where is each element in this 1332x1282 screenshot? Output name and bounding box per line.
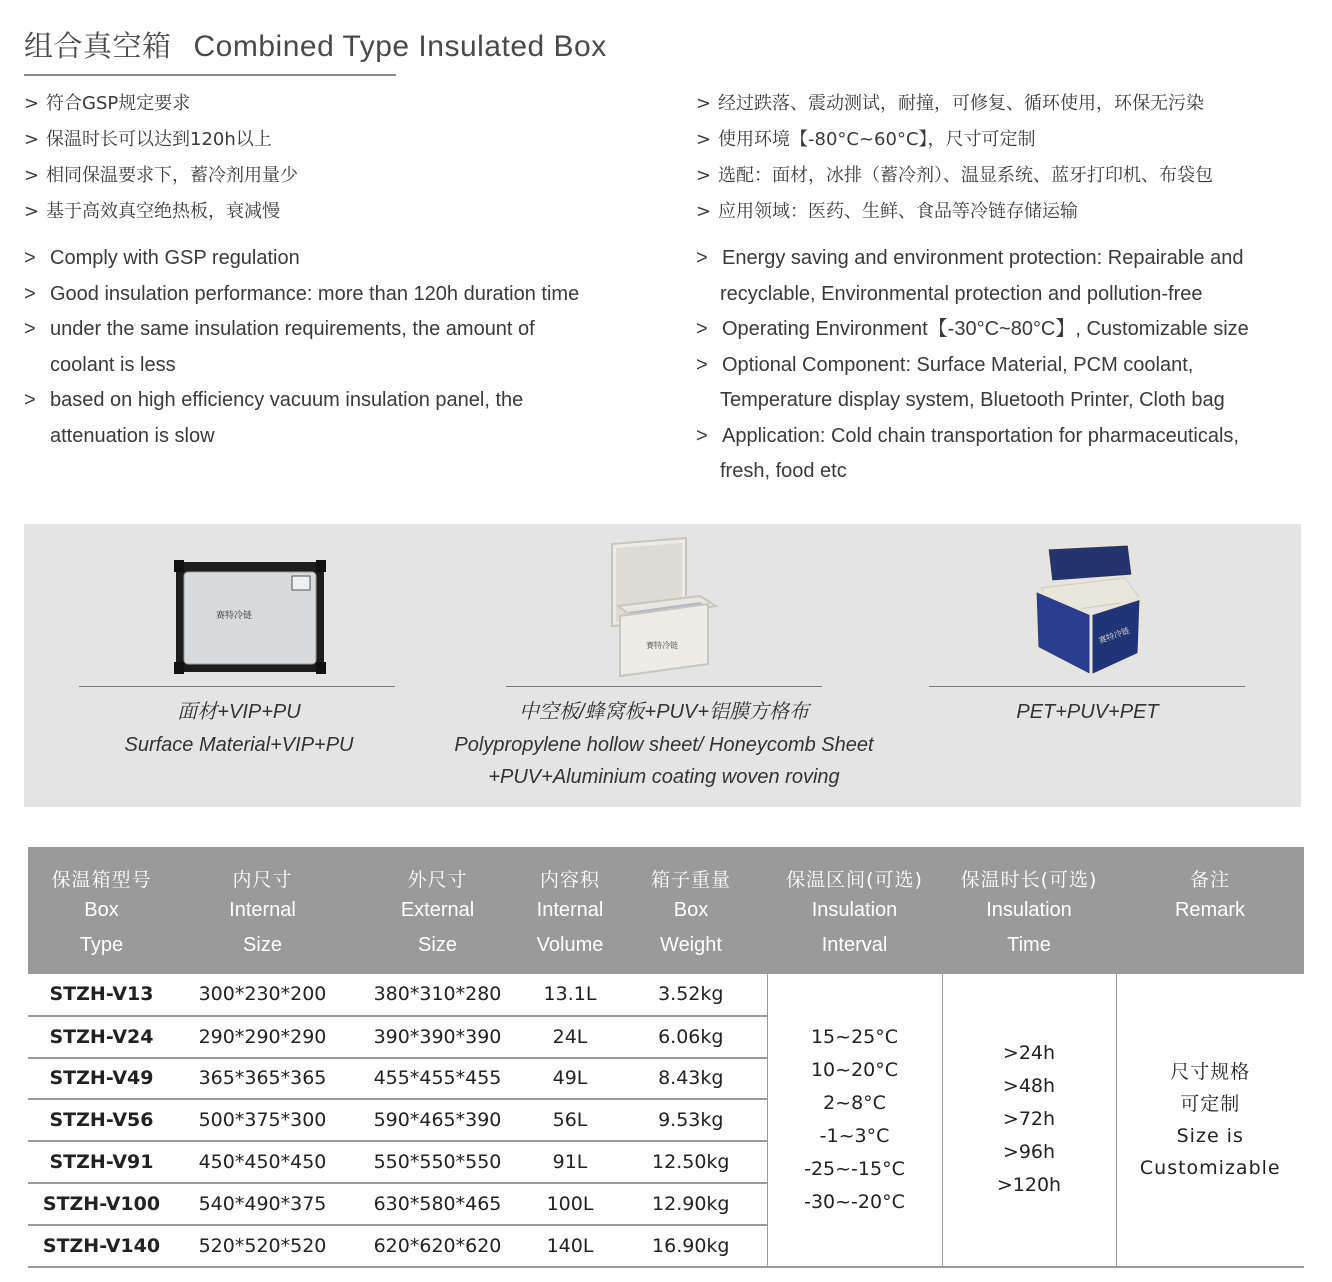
cell-internal: 300*230*200 xyxy=(175,974,350,1016)
feature-item: > Energy saving and environment protection: Repairable and xyxy=(696,247,1244,269)
cell-model: STZH-V24 xyxy=(28,1016,175,1058)
feature-item: > Operating Environment【-30°C~80°C】, Customizable size xyxy=(696,318,1249,340)
cell-volume: 140L xyxy=(525,1225,615,1267)
feature-item: > 符合GSP规定要求 xyxy=(24,93,191,114)
feature-item: > Optional Component: Surface Material, PCM coolant, xyxy=(696,353,1194,376)
cell-volume: 49L xyxy=(525,1058,615,1100)
cell-model: STZH-V49 xyxy=(28,1058,175,1100)
cell-internal: 450*450*450 xyxy=(175,1141,350,1183)
feature-item: > 应用领域：医药、生鲜、食品等冷链存储运输 xyxy=(696,201,1078,222)
features-en-left xyxy=(24,241,579,454)
materials-panel xyxy=(24,524,1301,807)
cell-weight: 16.90kg xyxy=(615,1225,767,1267)
material-divider xyxy=(79,686,395,687)
cell-model: STZH-V91 xyxy=(28,1141,175,1183)
cell-internal: 290*290*290 xyxy=(175,1016,350,1058)
title-underline xyxy=(24,74,396,76)
feature-item: > Good insulation performance: more than 120h duration time xyxy=(24,282,580,305)
feature-item: > 基于高效真空绝热板，衰减慢 xyxy=(24,201,280,222)
cell-internal: 500*375*300 xyxy=(175,1099,350,1141)
feature-item-cont: Temperature display system, Bluetooth Printer, Cloth bag xyxy=(720,389,1225,411)
feature-item: > Application: Cold chain transportation for pharmaceuticals, xyxy=(696,424,1239,447)
feature-item-cont: attenuation is slow xyxy=(50,424,215,447)
cell-weight: 8.43kg xyxy=(615,1058,767,1100)
box-logo: 赛特冷链 xyxy=(1097,625,1131,646)
cell-weight: 12.50kg xyxy=(615,1141,767,1183)
features-cn-right xyxy=(696,86,1213,230)
material-caption: 面材+VIP+PU Surface Material+VIP+PU xyxy=(124,701,354,756)
material-caption: PET+PUV+PET xyxy=(1016,701,1159,723)
cell-weight: 12.90kg xyxy=(615,1183,767,1225)
col-header-remark: 备注 Remark xyxy=(1116,847,1304,974)
col-header-insulation-interval: 保温区间(可选) Insulation Interval xyxy=(767,847,942,974)
feature-item: > 使用环境【-80°C~60°C】，尺寸可定制 xyxy=(696,129,1036,150)
cell-volume: 24L xyxy=(525,1016,615,1058)
material-divider xyxy=(929,686,1245,687)
page-title xyxy=(24,24,607,65)
cell-model: STZH-V13 xyxy=(28,974,175,1016)
col-header-insulation-time: 保温时长(可选) Insulation Time xyxy=(942,847,1116,974)
cell-weight: 6.06kg xyxy=(615,1016,767,1058)
feature-item: > under the same insulation requirements, the amount of xyxy=(24,318,535,340)
cell-external: 455*455*455 xyxy=(350,1058,525,1100)
material-card xyxy=(454,524,874,807)
col-header-external-size: 外尺寸 External Size xyxy=(350,847,525,974)
col-header-box-weight: 箱子重量 Box Weight xyxy=(615,847,767,974)
feature-item: > based on high efficiency vacuum insulation panel, the xyxy=(24,389,524,411)
cell-external: 380*310*280 xyxy=(350,974,525,1016)
col-header-internal-volume: 内容积 Internal Volume xyxy=(525,847,615,974)
cell-model: STZH-V100 xyxy=(28,1183,175,1225)
cell-volume: 91L xyxy=(525,1141,615,1183)
material-divider xyxy=(506,686,822,687)
box-logo: 赛特冷链 xyxy=(215,611,253,621)
feature-item-cont: recyclable, Environmental protection and pollution-free xyxy=(720,282,1203,305)
feature-item-cont: fresh, food etc xyxy=(720,460,847,482)
feature-item: > 经过跌落、震动测试，耐撞，可修复、循环使用，环保无污染 xyxy=(696,93,1204,114)
features-cn-left xyxy=(24,86,298,230)
cell-model: STZH-V140 xyxy=(28,1225,175,1267)
blue-box-image xyxy=(1027,542,1145,678)
cell-insulation-time: >24h >48h >72h >96h >120h xyxy=(942,974,1116,1267)
cell-weight: 3.52kg xyxy=(615,974,767,1016)
cell-model: STZH-V56 xyxy=(28,1099,175,1141)
title-en: Combined Type Insulated Box xyxy=(193,30,607,63)
material-card xyxy=(874,524,1301,807)
feature-item: > Comply with GSP regulation xyxy=(24,247,300,269)
cell-external: 550*550*550 xyxy=(350,1141,525,1183)
cell-volume: 13.1L xyxy=(525,974,615,1016)
spec-table xyxy=(28,847,1304,1268)
col-header-internal-size: 内尺寸 Internal Size xyxy=(175,847,350,974)
features-en-right xyxy=(696,241,1249,490)
box-logo: 赛特冷链 xyxy=(646,641,678,650)
cell-external: 630*580*465 xyxy=(350,1183,525,1225)
title-cn: 组合真空箱 xyxy=(24,29,172,63)
cell-internal: 540*490*375 xyxy=(175,1183,350,1225)
feature-item: > 选配：面材，冰排（蓄冷剂）、温显系统、蓝牙打印机、布袋包 xyxy=(696,165,1213,186)
feature-item: > 相同保温要求下，蓄冷剂用量少 xyxy=(24,165,298,186)
table-header-row xyxy=(28,847,1304,974)
table-row xyxy=(28,974,1304,1016)
cell-external: 590*465*390 xyxy=(350,1099,525,1141)
cell-external: 390*390*390 xyxy=(350,1016,525,1058)
cell-internal: 520*520*520 xyxy=(175,1225,350,1267)
cell-remark: 尺寸规格 可定制 Size is Customizable xyxy=(1116,974,1304,1267)
cell-internal: 365*365*365 xyxy=(175,1058,350,1100)
material-caption: 中空板/蜂窝板+PUV+铝膜方格布 Polypropylene hollow sheet/ Honeycomb Sheet +PUV+Aluminium coating woven roving xyxy=(454,701,874,788)
cell-insulation-interval: 15~25°C 10~20°C 2~8°C -1~3°C -25~-15°C -30~-20°C xyxy=(767,974,942,1267)
black-frame-box-image xyxy=(174,558,326,674)
cell-volume: 100L xyxy=(525,1183,615,1225)
cell-weight: 9.53kg xyxy=(615,1099,767,1141)
cell-volume: 56L xyxy=(525,1099,615,1141)
open-white-box-image xyxy=(604,536,724,682)
feature-item: > 保温时长可以达到120h以上 xyxy=(24,129,272,150)
cell-external: 620*620*620 xyxy=(350,1225,525,1267)
feature-item-cont: coolant is less xyxy=(50,353,176,376)
col-header-box-type: 保温箱型号 Box Type xyxy=(28,847,175,974)
material-card xyxy=(24,524,454,807)
